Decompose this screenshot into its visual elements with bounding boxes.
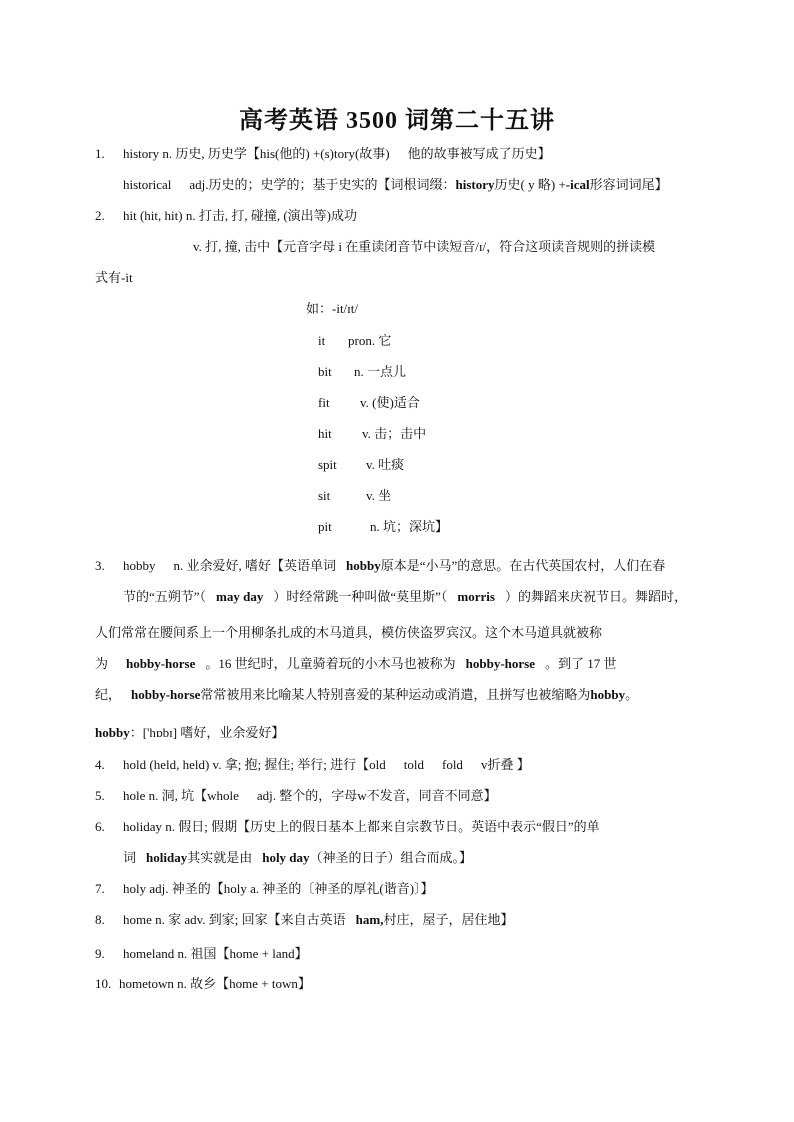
entry-text: v折叠 】: [480, 757, 530, 772]
list-item: [318, 332, 391, 350]
entry-number: 10.: [95, 976, 112, 991]
entry-number: 9.: [95, 946, 105, 961]
entry-text: homeland n. 祖国【home + land】: [123, 946, 308, 961]
entry-3-line-1: [95, 557, 665, 575]
entry-text: 历史( y 略) +: [494, 177, 566, 192]
entry-word: -ical: [565, 177, 590, 192]
entry-text: v. 坐: [366, 488, 392, 503]
entry-number: 2.: [95, 208, 105, 223]
entry-2-example: [306, 300, 358, 318]
entry-2-line-1: [95, 207, 357, 225]
entry-3-line-6: [95, 724, 284, 742]
entry-number: 7.: [95, 881, 105, 896]
entry-text: v. 吐痰: [366, 457, 405, 472]
entry-text: 纪，: [95, 687, 122, 702]
entry-text: 他的) +(s)tory(故事): [279, 146, 390, 161]
entry-text: pron. 它: [348, 333, 392, 348]
entry-text: ）时经常跳一种叫做“莫里斯”（: [273, 589, 448, 604]
entry-word: it: [318, 333, 326, 348]
entry-number: 3.: [95, 558, 105, 573]
entry-word: hobby-horse: [131, 687, 201, 702]
list-item: [318, 394, 420, 412]
entry-1-line-1: [95, 145, 551, 163]
entry-text: （神圣的日子）组合而成。】: [309, 850, 473, 865]
entry-text: 常常被用来比喻某人特别喜爱的某种运动或消遣，且拼写也被缩略为: [200, 687, 591, 702]
entry-text: 。16 世纪时，儿童骑着玩的小木马也被称为: [205, 656, 456, 671]
entry-word: holiday: [146, 850, 188, 865]
entry-number: 5.: [95, 788, 105, 803]
entry-6-line-1: [95, 818, 600, 836]
entry-text: 他的故事被写成了历史】: [407, 146, 551, 161]
entry-word: historical: [123, 177, 172, 192]
entry-text: adj. 整个的，字母w不发音，同音不同意】: [256, 788, 497, 803]
entry-word: told: [403, 757, 424, 772]
entry-1-line-2: [123, 176, 668, 194]
list-item: [318, 487, 391, 505]
entry-word: fit: [318, 395, 330, 410]
entry-text: n. 坑；深坑】: [370, 519, 449, 534]
entry-text: holy adj. 神圣的【holy a. 神圣的〔神圣的厚礼(谐音)〕】: [123, 881, 434, 896]
entry-word: may day: [216, 589, 264, 604]
entry-word: fold: [441, 757, 463, 772]
entry-word: hobby-horse: [126, 656, 196, 671]
entry-2-line-2: [193, 238, 655, 256]
entry-3-line-3: [95, 624, 602, 642]
entry-9: [95, 945, 308, 963]
entry-word: pit: [318, 519, 332, 534]
list-item: [318, 518, 448, 536]
entry-text: v. 击；击中: [362, 426, 427, 441]
entry-word: hit: [318, 426, 332, 441]
entry-word: history: [455, 177, 495, 192]
entry-3-line-5: [95, 686, 638, 704]
entry-4: [95, 756, 530, 774]
entry-text: ：['hɒbɪ] 嗜好，业余爱好】: [129, 725, 285, 740]
entry-2-line-3: [95, 269, 133, 287]
entry-text: 人们常常在腰间系上一个用柳条扎成的木马道具，模仿侠盗罗宾汉。这个木马道具就被称: [95, 625, 603, 640]
entry-word: hobby: [123, 558, 156, 573]
entry-text: 。: [625, 687, 639, 702]
entry-text: 原本是“小马”的意思。在古代英国农村，人们在春: [380, 558, 666, 573]
entry-text: 式有-it: [95, 270, 133, 285]
list-item: [318, 363, 406, 381]
entry-text: ）的舞蹈来庆祝节日。舞蹈时，: [504, 589, 687, 604]
entry-text: adj.历史的；史学的；基于史实的【词根词缀：: [189, 177, 456, 192]
entry-5: [95, 787, 497, 805]
entry-text: 。到了 17 世: [545, 656, 617, 671]
entry-number: 8.: [95, 912, 105, 927]
entry-3-line-4: [95, 655, 617, 673]
entry-text: history n. 历史, 历史学【his(: [123, 146, 280, 161]
entry-word: ham,: [355, 912, 384, 927]
entry-text: v. 打, 撞, 击中【元音字母 i 在重读闭音节中读短音/ɪ/，符合这项读音规则的拼读模: [193, 239, 656, 254]
entry-word: holy day: [262, 850, 310, 865]
entry-text: hold (held, held) v. 拿; 抱; 握住; 举行; 进行【old: [123, 757, 386, 772]
entry-text: hometown n. 故乡【home + town】: [119, 976, 311, 991]
entry-number: 4.: [95, 757, 105, 772]
entry-word: morris: [457, 589, 495, 604]
entry-text: 村庄，屋子，居住地】: [383, 912, 514, 927]
entry-8: [95, 911, 514, 929]
entry-text: holiday n. 假日; 假期【历史上的假日基本上都来自宗教节日。英语中表示“假日”的单: [123, 819, 600, 834]
entry-6-line-2: [123, 849, 472, 867]
entry-3-line-2: [123, 588, 687, 606]
entry-word: hobby: [346, 558, 381, 573]
list-item: [318, 425, 426, 443]
entry-number: 6.: [95, 819, 105, 834]
entry-text: 节的“五朔节”（: [123, 589, 207, 604]
entry-text: 为: [95, 656, 109, 671]
entry-text: 形容词词尾】: [589, 177, 668, 192]
entry-text: n. 业余爱好, 嗜好【英语单词: [173, 558, 337, 573]
entry-word: bit: [318, 364, 332, 379]
entry-word: spit: [318, 457, 337, 472]
entry-text: hit (hit, hit) n. 打击, 打, 碰撞, (演出等)成功: [123, 208, 357, 223]
page-title: 高考英语 3500 词第二十五讲: [239, 108, 555, 134]
entry-10: [95, 975, 311, 993]
entry-text: 词: [123, 850, 137, 865]
entry-word: sit: [318, 488, 331, 503]
entry-text: hole n. 洞, 坑【whole: [123, 788, 239, 803]
entry-text: n. 一点儿: [354, 364, 407, 379]
entry-text: home n. 家 adv. 到家; 回家【来自古英语: [123, 912, 346, 927]
entry-text: v. (使)适合: [360, 395, 420, 410]
entry-word: hobby: [95, 725, 130, 740]
entry-number: 1.: [95, 146, 105, 161]
entry-7: [95, 880, 434, 898]
entry-word: hobby-horse: [465, 656, 535, 671]
entry-text: 其实就是由: [187, 850, 253, 865]
entry-word: hobby: [590, 687, 626, 702]
list-item: [318, 456, 404, 474]
entry-text: 如：-it/ɪt/: [306, 301, 359, 316]
